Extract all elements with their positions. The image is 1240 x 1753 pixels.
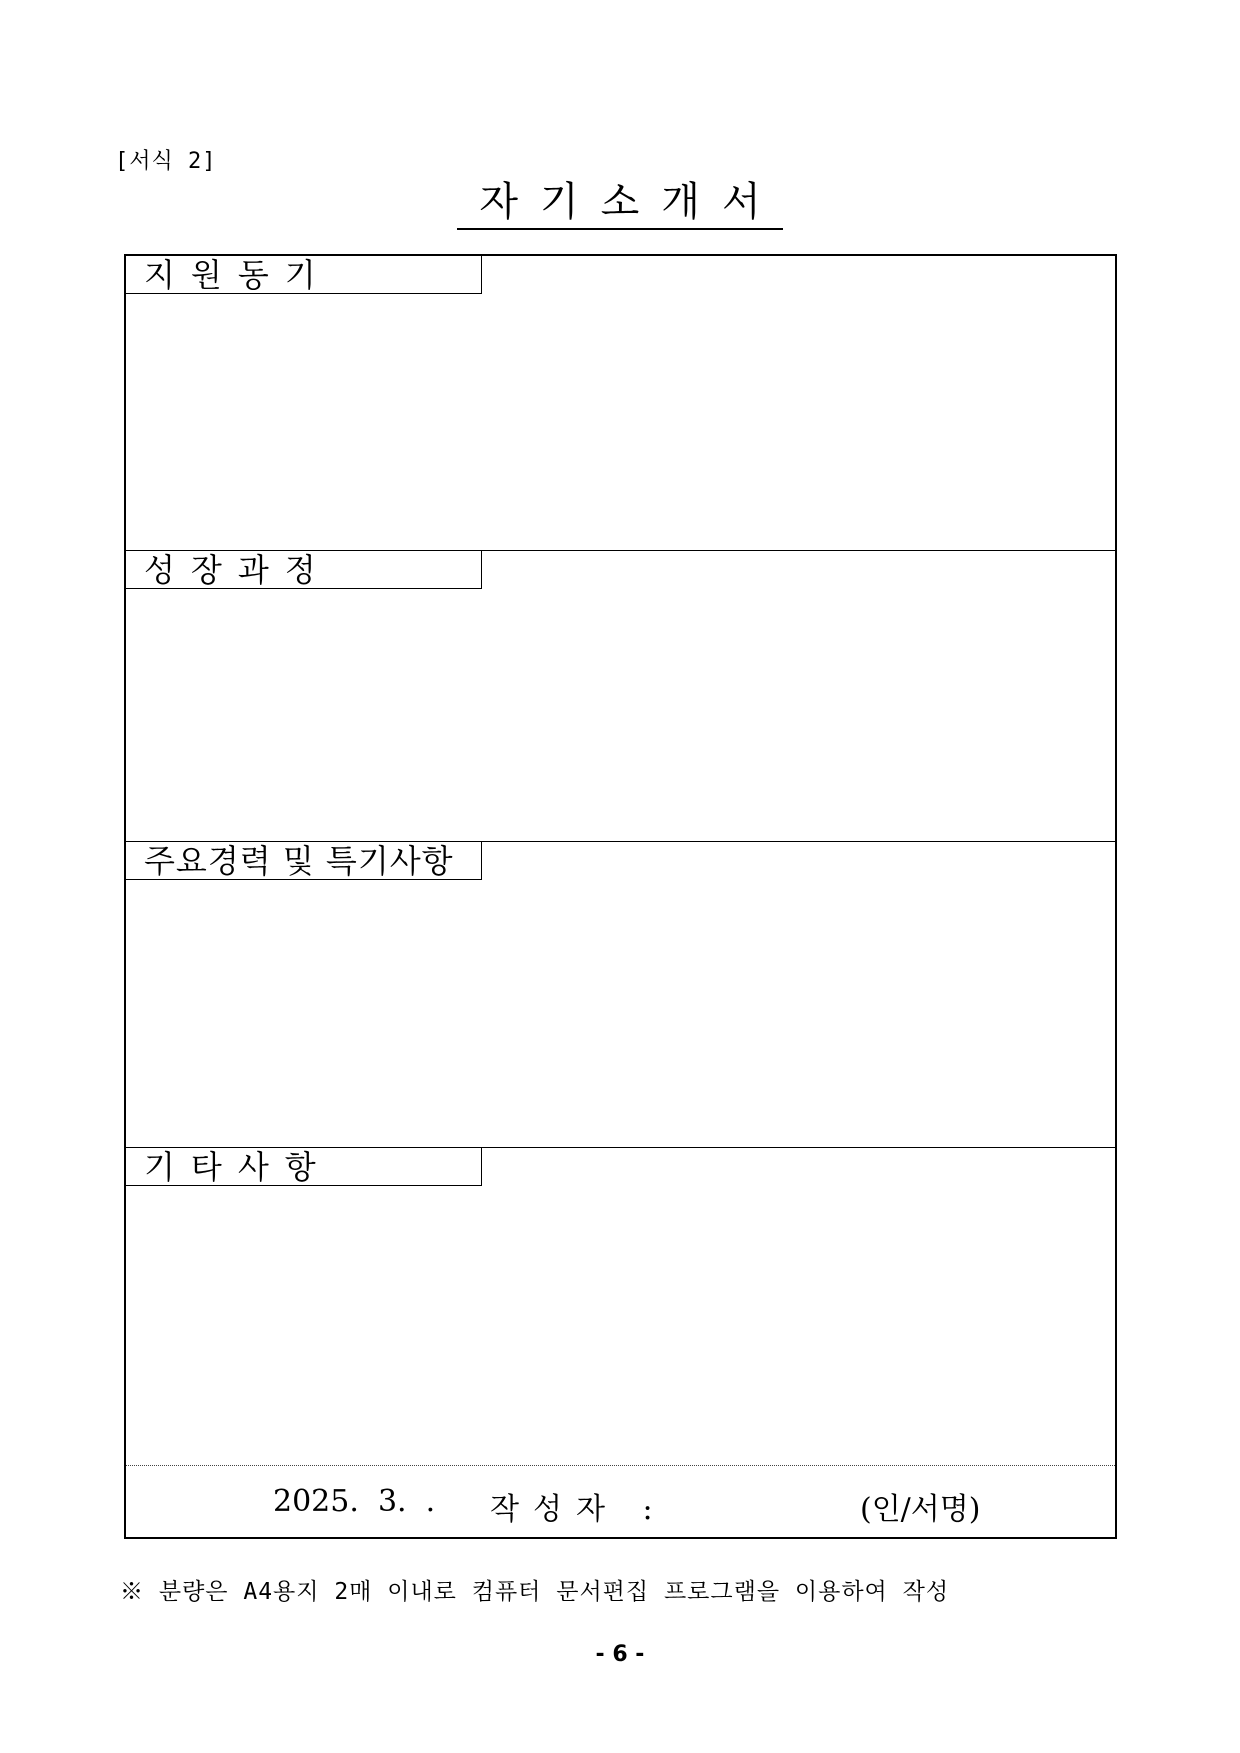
section-other[interactable] (126, 1147, 1115, 1465)
author-label: 작성자 : (490, 1492, 667, 1527)
section-career[interactable] (126, 841, 1115, 1147)
section-label-motivation: 지원동기 (126, 256, 482, 294)
signature-date: 2025. 3. . (273, 1484, 436, 1519)
self-introduction-form (124, 254, 1117, 1539)
section-label-career: 주요경력 및 특기사항 (126, 842, 482, 880)
document-title: 자기소개서 (457, 178, 782, 230)
section-label-growth: 성장과정 (126, 551, 482, 589)
signature-row (126, 1465, 1115, 1539)
section-motivation[interactable] (126, 256, 1115, 550)
form-number-label: [서식 2] (115, 149, 217, 174)
length-note: ※ 분량은 A4용지 2매 이내로 컴퓨터 문서편집 프로그램을 이용하여 작성 (120, 1579, 950, 1605)
document-title-wrap (0, 178, 1240, 230)
page-number: - 6 - (595, 1642, 645, 1667)
section-growth[interactable] (126, 550, 1115, 841)
seal-label: (인/서명) (860, 1492, 981, 1527)
section-label-other: 기타사항 (126, 1148, 482, 1186)
